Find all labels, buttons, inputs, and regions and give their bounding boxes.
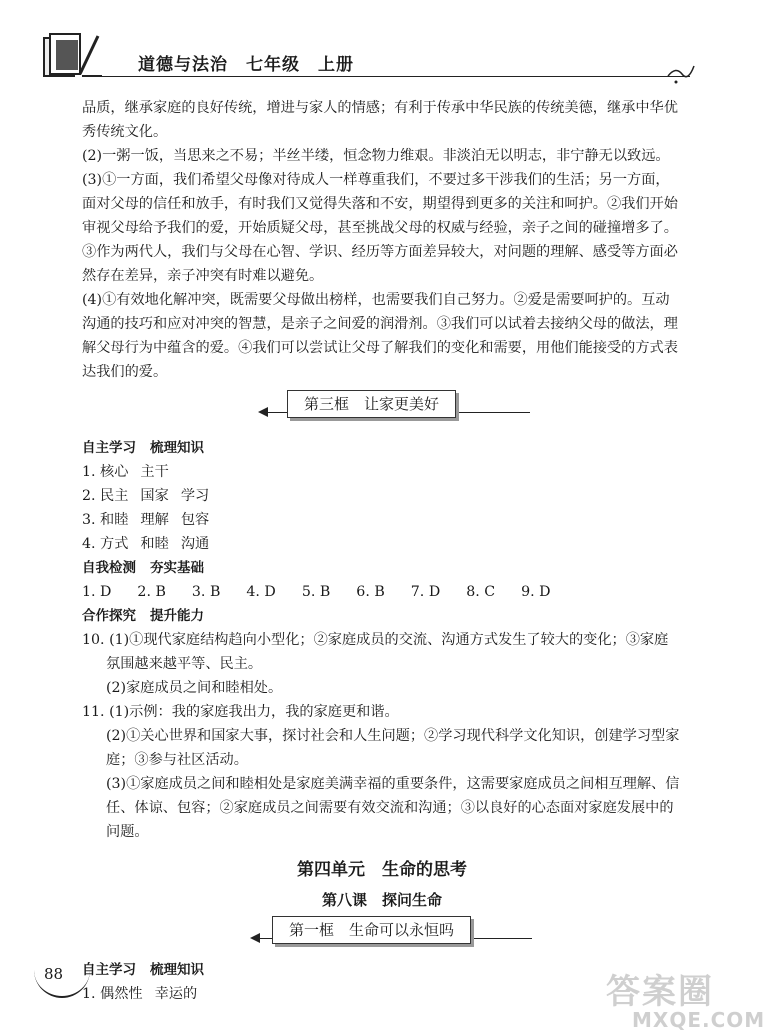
list-item: 1. 偶然性 幸运的: [82, 986, 198, 1002]
section-heading: 自主学习 梳理知识: [82, 440, 204, 456]
question-answer: (2)①关心世界和国家大事，探讨社会和人生问题；②学习现代科学文化知识，创建学习型家庭；③参与社区活动。: [106, 728, 680, 768]
watermark-text: 答案圈: [606, 972, 714, 1012]
watermark: [598, 964, 765, 1034]
list-item: 3. 和睦 理解 包容: [82, 512, 210, 528]
book-logo-icon: [40, 30, 104, 82]
paragraph: 品质，继承家庭的良好传统，增进与家人的情感；有利于传承中华民族的传统美德，继承中华优秀传统文化。: [82, 100, 678, 140]
lesson-title: 第八课 探问生命: [321, 891, 442, 909]
question-answer: 10. (1)①现代家庭结构趋向小型化；②家庭成员的交流、沟通方式发生了较大的变化；③家庭氛围越来越平等、民主。: [82, 632, 669, 672]
paragraph: (2)一粥一饭，当思来之不易；半丝半缕，恒念物力维艰。非淡泊无以明志，非宁静无以致远。: [82, 148, 670, 164]
header-rule: [100, 76, 690, 77]
question-answer: (3)①家庭成员之间和睦相处是家庭美满幸福的重要条件，这需要家庭成员之间相互理解、信任、体谅、包容；②家庭成员之间需要有效交流和沟通；③以良好的心态面对家庭发展中的问题。: [106, 776, 680, 840]
question-answer: (2)家庭成员之间和睦相处。: [106, 680, 283, 696]
section-heading: 合作探究 提升能力: [82, 608, 204, 624]
section-heading: 自主学习 梳理知识: [82, 962, 204, 978]
paragraph: (3)①一方面，我们希望父母像对待成人一样尊重我们，不要过多干涉我们的生活；另一方面，面对父母的信任和放手，有时我们又觉得失落和不安，期望得到更多的关注和呵护。②我们开始审视父母给予我们的爱，开始质疑父母，甚至挑战父母的权威与经验，亲子之间的碰撞增多了。③作为两代人，我们与父母在心智、学识、经历等方面差异较大，对问题的理解、感受等方面必然存在差异，亲子冲突有时难以避免。: [82, 172, 678, 284]
header-title: 道德与法治 七年级 上册: [138, 55, 354, 75]
watermark-url: MXQE.COM: [632, 1008, 765, 1032]
section-heading: 自我检测 夯实基础: [82, 560, 204, 576]
flourish-icon: [666, 62, 696, 92]
question-answer: 11. (1)示例：我的家庭我出力，我的家庭更和谐。: [82, 704, 399, 720]
section-banner: [82, 384, 682, 436]
banner-label: 第三框 让家更美好: [287, 390, 456, 418]
list-item: 1. 核心 主干: [82, 464, 169, 480]
list-item: 2. 民主 国家 学习: [82, 488, 210, 504]
list-item: 4. 方式 和睦 沟通: [82, 536, 210, 552]
section-banner: [82, 914, 682, 958]
page-content: [82, 96, 682, 1006]
unit-title: 第四单元 生命的思考: [297, 860, 467, 880]
page-header: [30, 28, 720, 88]
paragraph: (4)①有效地化解冲突，既需要父母做出榜样，也需要我们自己努力。②爱是需要呵护的。互动沟通的技巧和应对冲突的智慧，是亲子之间爱的润滑剂。③我们可以试着去接纳父母的做法，理解父母行为中蕴含的爱。④我们可以尝试让父母了解我们的变化和需要，用他们能接受的方式表达我们的爱。: [82, 292, 678, 380]
answer-row: 1. D 2. B 3. B 4. D 5. B 6. B 7. D 8. C 9. D: [82, 584, 551, 600]
page-number: 88: [44, 965, 64, 983]
banner-label: 第一框 生命可以永恒吗: [272, 916, 471, 944]
